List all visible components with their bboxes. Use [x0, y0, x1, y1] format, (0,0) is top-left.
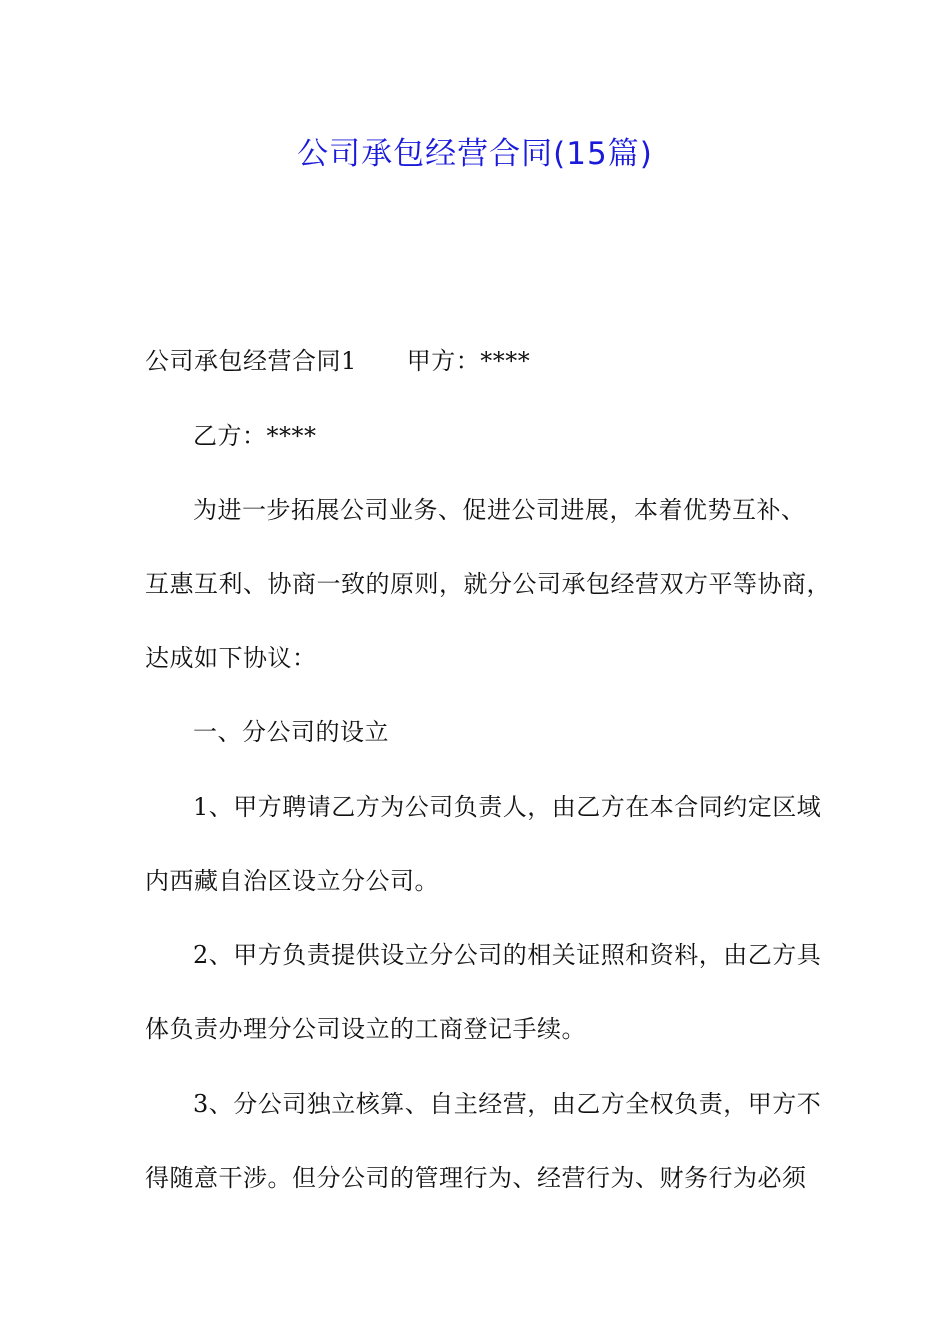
- paragraph-line: 互惠互利、协商一致的原则，就分公司承包经营双方平等协商，: [145, 570, 831, 598]
- paragraph-line: 3、分公司独立核算、自主经营，由乙方全权负责，甲方不: [193, 1090, 822, 1118]
- paragraph-line: 达成如下协议：: [145, 644, 317, 672]
- document-title: 公司承包经营合同(15篇): [297, 136, 653, 172]
- paragraph-line: 2、甲方负责提供设立分公司的相关证照和资料，由乙方具: [193, 941, 822, 969]
- paragraph-line: 得随意干涉。但分公司的管理行为、经营行为、财务行为必须: [145, 1164, 807, 1192]
- paragraph-line: 为进一步拓展公司业务、促进公司进展，本着优势互补、: [193, 496, 806, 524]
- paragraph-line: 体负责办理分公司设立的工商登记手续。: [145, 1015, 586, 1043]
- first-line: [145, 346, 530, 376]
- contract-subtitle: 公司承包经营合同1: [145, 347, 357, 375]
- paragraph-line: 内西藏自治区设立分公司。: [145, 867, 439, 895]
- party-a: 甲方：****: [406, 347, 531, 375]
- paragraph-line: 1、甲方聘请乙方为公司负责人，由乙方在本合同约定区域: [193, 793, 822, 821]
- party-b: 乙方：****: [193, 422, 317, 450]
- section-heading: 一、分公司的设立: [193, 718, 389, 746]
